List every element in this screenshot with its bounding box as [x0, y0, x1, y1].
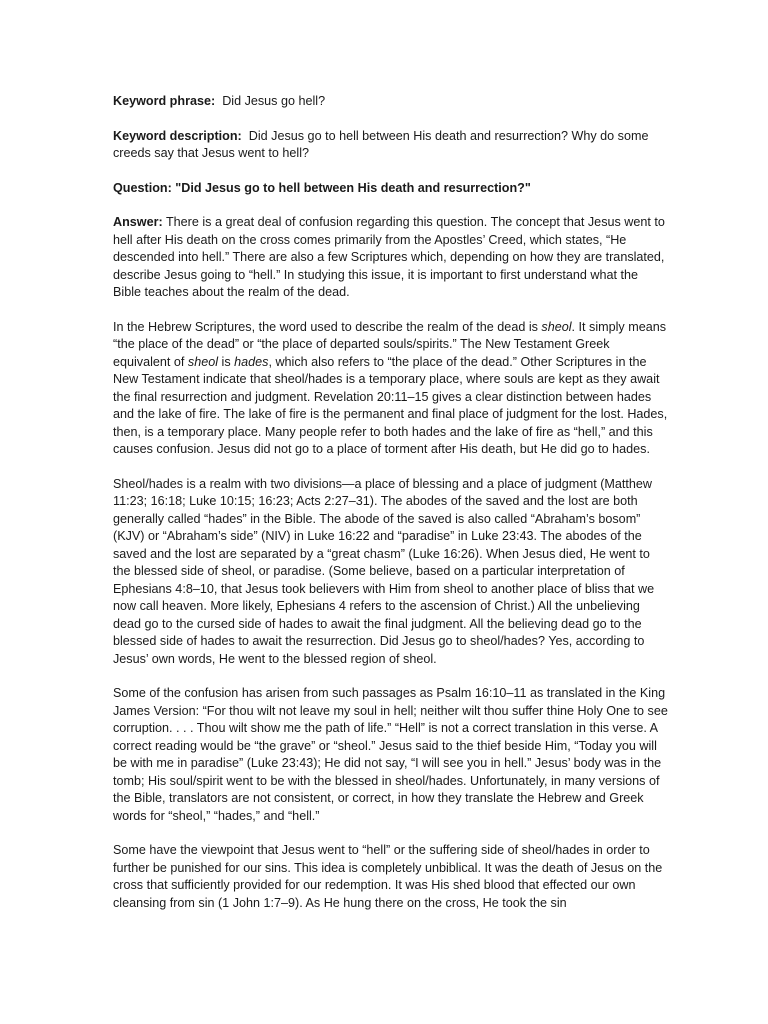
answer-text: There is a great deal of confusion regarding this question. The concept that Jesus went to hell after His death on the cross comes primarily from the Apostles’ Creed, which states, “He descended into hell.” There are also a few Scriptures which, depending on how they are translated, describe Jesus going to “hell.” In studying this issue, it is important to first understand what the Bible teaches about the realm of the dead.: [113, 215, 665, 299]
hebrew-text-2: . It simply means “the place of the dead” or “the place of departed souls/spirits.” The New Testament Greek equivalent of: [113, 319, 667, 369]
question-label: Question:: [113, 180, 172, 195]
hebrew-scriptures-paragraph: [113, 319, 668, 459]
keyword-phrase-label: Keyword phrase:: [113, 94, 216, 108]
keyword-description-text: Did Jesus go to hell between His death and resurrection? Why do some creeds say that Jesus went to hell?: [113, 128, 649, 160]
question: [113, 180, 668, 198]
hebrew-text-1: In the Hebrew Scriptures, the word used to describe the realm of the dead is: [113, 319, 542, 334]
answer-paragraph: [113, 214, 668, 302]
hebrew-italic-sheol-2: sheol: [187, 354, 219, 369]
hebrew-text-3: is: [218, 354, 235, 369]
hebrew-text-4: , which also refers to “the place of the dead.” Other Scriptures in the New Testament indicate that sheol/hades is a temporary place, where souls are kept as they await the final resurrection and judgment. Revelation 20:11–15 gives a clear distinction between hades and the lake of fire. The lake of fire is the permanent and final place of judgment for the lost. Hades, then, is a temporary place. Many people refer to both hades and the lake of fire as “hell,” and this causes confusion. Jesus did not go to a place of torment after His death, but He did go to hades.: [113, 354, 668, 456]
question-text: "Did Jesus go to hell between His death and resurrection?": [175, 180, 531, 195]
keyword-description: [113, 128, 668, 163]
keyword-phrase-text: Did Jesus go hell?: [222, 94, 326, 108]
answer-label: Answer:: [113, 215, 163, 229]
keyword-phrase: [113, 93, 668, 111]
viewpoint-paragraph: Some have the viewpoint that Jesus went to “hell” or the suffering side of sheol/hades in order to further be punished for our sins. This idea is completely unbiblical. It was the death of Jesus on the cross that sufficiently provided for our redemption. It was His shed blood that effected our own cleansing from sin (1 John 1:7–9). As He hung there on the cross, He took the sin: [113, 843, 663, 910]
two-divisions-paragraph: Sheol/hades is a realm with two divisions—a place of blessing and a place of judgment (Matthew 11:23; 16:18; Luke 10:15; 16:23; Acts 2:27–31). The abodes of the saved and the lost are both generally called “hades” in the Bible. The abode of the saved is also called “Abraham’s bosom” (KJV) or “Abraham’s side” (NIV) in Luke 16:22 and “paradise” in Luke 23:43. The abodes of the saved and the lost are separated by a “great chasm” (Luke 16:26). When Jesus died, He went to the blessed side of sheol, or paradise. (Some believe, based on a particular interpretation of Ephesians 4:8–10, that Jesus took believers with Him from sheol to another place of bliss that we now call heaven. More likely, Ephesians 4 refers to the ascension of Christ.) All the unbelieving dead go to the cursed side of hades to await the final judgment. All the believing dead go to the blessed side of hades to await the resurrection. Did Jesus go to sheol/hades? Yes, according to Jesus’ own words, He went to the blessed region of sheol.: [113, 476, 655, 666]
hebrew-italic-hades: hades: [234, 354, 269, 369]
keyword-description-label: Keyword description:: [113, 128, 242, 143]
confusion-paragraph: Some of the confusion has arisen from such passages as Psalm 16:10–11 as translated in the King James Version: “For thou wilt not leave my soul in hell; neither wilt thou suffer thine Holy One to see corruption. . . . Thou wilt show me the path of life.” “Hell” is not a correct translation in this verse. A correct reading would be “the grave” or “sheol.” Jesus said to the thief beside Him, “Today you will be with me in paradise” (Luke 23:43); He did not say, “I will see you in hell.” Jesus’ body was in the tomb; His soul/spirit went to be with the blessed in sheol/hades. Unfortunately, in many versions of the Bible, translators are not consistent, or correct, in how they translate the Hebrew and Greek words for “sheol,” “hades,” and “hell.”: [113, 686, 668, 823]
hebrew-italic-sheol-1: sheol: [541, 319, 572, 334]
